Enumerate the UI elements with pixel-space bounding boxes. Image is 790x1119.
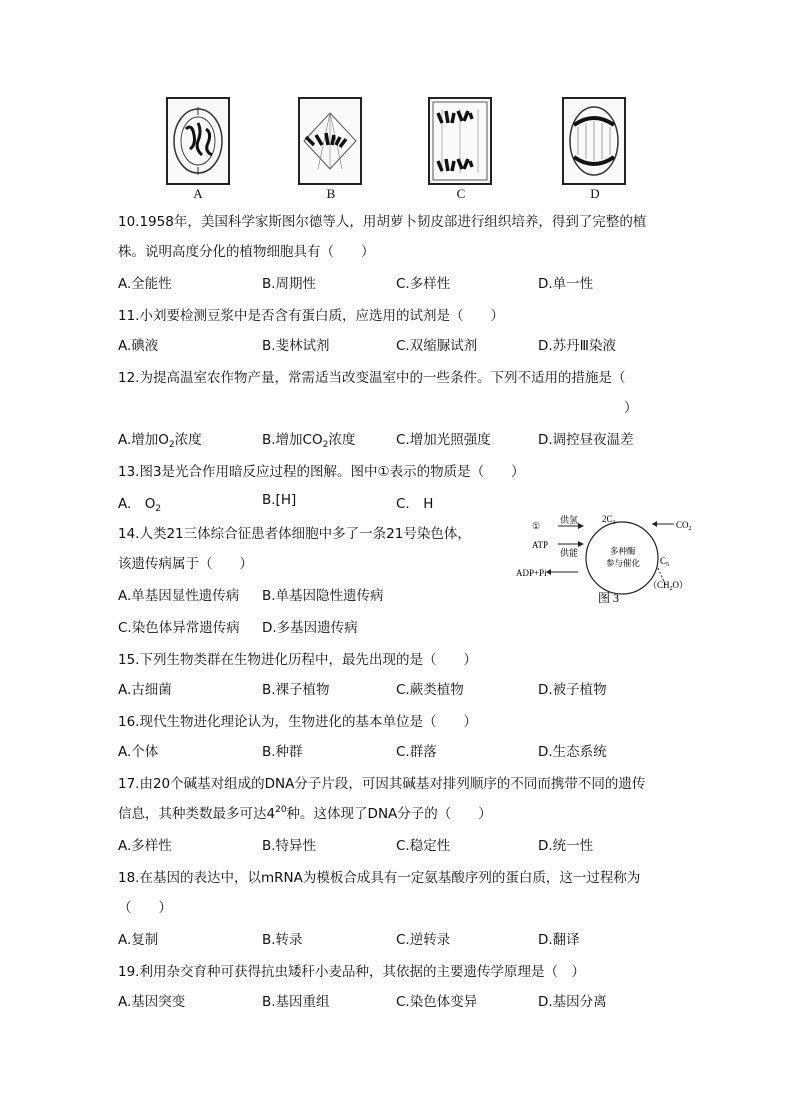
q12-option-d: D.调控昼夜温差: [538, 432, 634, 448]
diagram-caption: 图 3: [598, 591, 620, 604]
q17-option-b: B.特异性: [262, 838, 317, 854]
q12-line1: 12.为提高温室农作物产量，常需适当改变温室中的一些条件。下列不适用的措施是（: [118, 370, 626, 386]
q10-option-b: B.周期性: [262, 276, 317, 292]
q16-line1: 16.现代生物进化理论认为，生物进化的基本单位是（ ）: [118, 714, 477, 730]
q10-option-c: C.多样性: [396, 276, 451, 292]
q11-line1: 11.小刘要检测豆浆中是否含有蛋白质，应选用的试剂是（ ）: [118, 308, 504, 324]
diagram-c5: $C_5$: [660, 556, 670, 568]
q17-option-a: A.多样性: [118, 838, 172, 854]
q15-option-d: D.被子植物: [538, 682, 607, 698]
q16-option-b: B.种群: [262, 744, 303, 760]
q18-option-a: A.复制: [118, 932, 159, 948]
q12-option-b: B.增加$CO_2$浓度: [262, 432, 356, 450]
diagram-co2: $CO_2$: [676, 520, 692, 532]
q18-line1: 18.在基因的表达中，以mRNA为模板合成具有一定氨基酸序列的蛋白质，这一过程称为: [118, 870, 641, 886]
q19-line1: 19.利用杂交育种可获得抗虫矮秆小麦品种，其依据的主要遗传学原理是（ ）: [118, 964, 585, 980]
diagram-atp: ATP: [532, 540, 549, 550]
figure-label-b: B: [326, 186, 336, 201]
figure-d-image: [562, 97, 626, 185]
diagram-gongneng: 供能: [560, 548, 579, 558]
q10-line1: 10.1958年，美国科学家斯图尔德等人，用胡萝卜韧皮部进行组织培养，得到了完整的植: [118, 214, 647, 230]
q19-option-d: D.基因分离: [538, 994, 607, 1010]
q15-option-b: B.裸子植物: [262, 682, 330, 698]
q14-option-a: A.单基因显性遗传病: [118, 588, 240, 604]
q16-option-a: A.个体: [118, 744, 159, 760]
figure-label-a: A: [193, 186, 203, 201]
q18-option-b: B.转录: [262, 932, 303, 948]
figure-b-image: [298, 97, 362, 185]
figure-c-image: [428, 97, 492, 185]
q11-option-c: C.双缩脲试剂: [396, 338, 478, 354]
q13-line1: 13.图3是光合作用暗反应过程的图解。图中①表示的物质是（ ）: [118, 464, 525, 480]
q17-option-d: D.统一性: [538, 838, 594, 854]
q17-option-c: C.稳定性: [396, 838, 451, 854]
figure-a-image: [166, 97, 230, 185]
q14-option-b: B.单基因隐性遗传病: [262, 588, 384, 604]
diagram-ch2o: $(CH_2O)$: [648, 580, 689, 592]
photosynthesis-dark-reaction-diagram: [512, 512, 692, 604]
q14-line1: 14.人类21三体综合征患者体细胞中多了一条21号染色体，: [118, 526, 471, 542]
diagram-center-1: 多种酶: [610, 546, 636, 556]
q16-option-c: C.群落: [396, 744, 437, 760]
q10-option-d: D.单一性: [538, 276, 594, 292]
q15-line1: 15.下列生物类群在生物进化历程中，最先出现的是（ ）: [118, 652, 477, 668]
q18-option-c: C.逆转录: [396, 932, 451, 948]
q17-line2: 信息，其种类数最多可达$4^{20}$种。这体现了DNA分子的（ ）: [118, 805, 492, 822]
q10-line2: 株。说明高度分化的植物细胞具有（ ）: [118, 244, 375, 260]
q14-option-d: D.多基因遗传病: [262, 620, 358, 636]
q13-option-b: B.[H]: [262, 492, 297, 508]
q13-option-c: C. H: [396, 496, 434, 512]
q19-option-a: A.基因突变: [118, 994, 186, 1010]
q13-option-a: A. $O_2$: [118, 496, 162, 514]
figure-label-d: D: [590, 186, 600, 201]
q17-line1: 17.由20个碱基对组成的DNA分子片段，可因其碱基对排列顺序的不同而携带不同的遗传: [118, 776, 646, 792]
q19-option-b: B.基因重组: [262, 994, 330, 1010]
q11-option-b: B.斐林试剂: [262, 338, 330, 354]
diagram-mark-1: ①: [532, 521, 541, 531]
q15-option-c: C.蕨类植物: [396, 682, 464, 698]
q11-option-d: D.苏丹Ⅲ染液: [538, 338, 616, 354]
diagram-gongqing: 供氢: [560, 515, 579, 525]
q16-option-d: D.生态系统: [538, 744, 607, 760]
q14-line2: 该遗传病属于（ ）: [118, 556, 253, 572]
q19-option-c: C.染色体变异: [396, 994, 478, 1010]
q12-line2: ）: [624, 400, 638, 416]
figure-label-c: C: [456, 186, 466, 201]
q12-option-c: C.增加光照强度: [396, 432, 491, 448]
diagram-adp: ADP+Pi: [516, 568, 547, 578]
diagram-2c3: $2C_3$: [602, 514, 616, 526]
q15-option-a: A.古细菌: [118, 682, 172, 698]
q18-option-d: D.翻译: [538, 932, 580, 948]
q11-option-a: A.碘液: [118, 338, 159, 354]
q12-option-a: A.增加$O_2$浓度: [118, 432, 202, 450]
diagram-center-2: 参与催化: [606, 558, 641, 568]
q14-option-c: C.染色体异常遗传病: [118, 620, 240, 636]
q18-line2: （ ）: [118, 900, 172, 916]
q10-option-a: A.全能性: [118, 276, 172, 292]
